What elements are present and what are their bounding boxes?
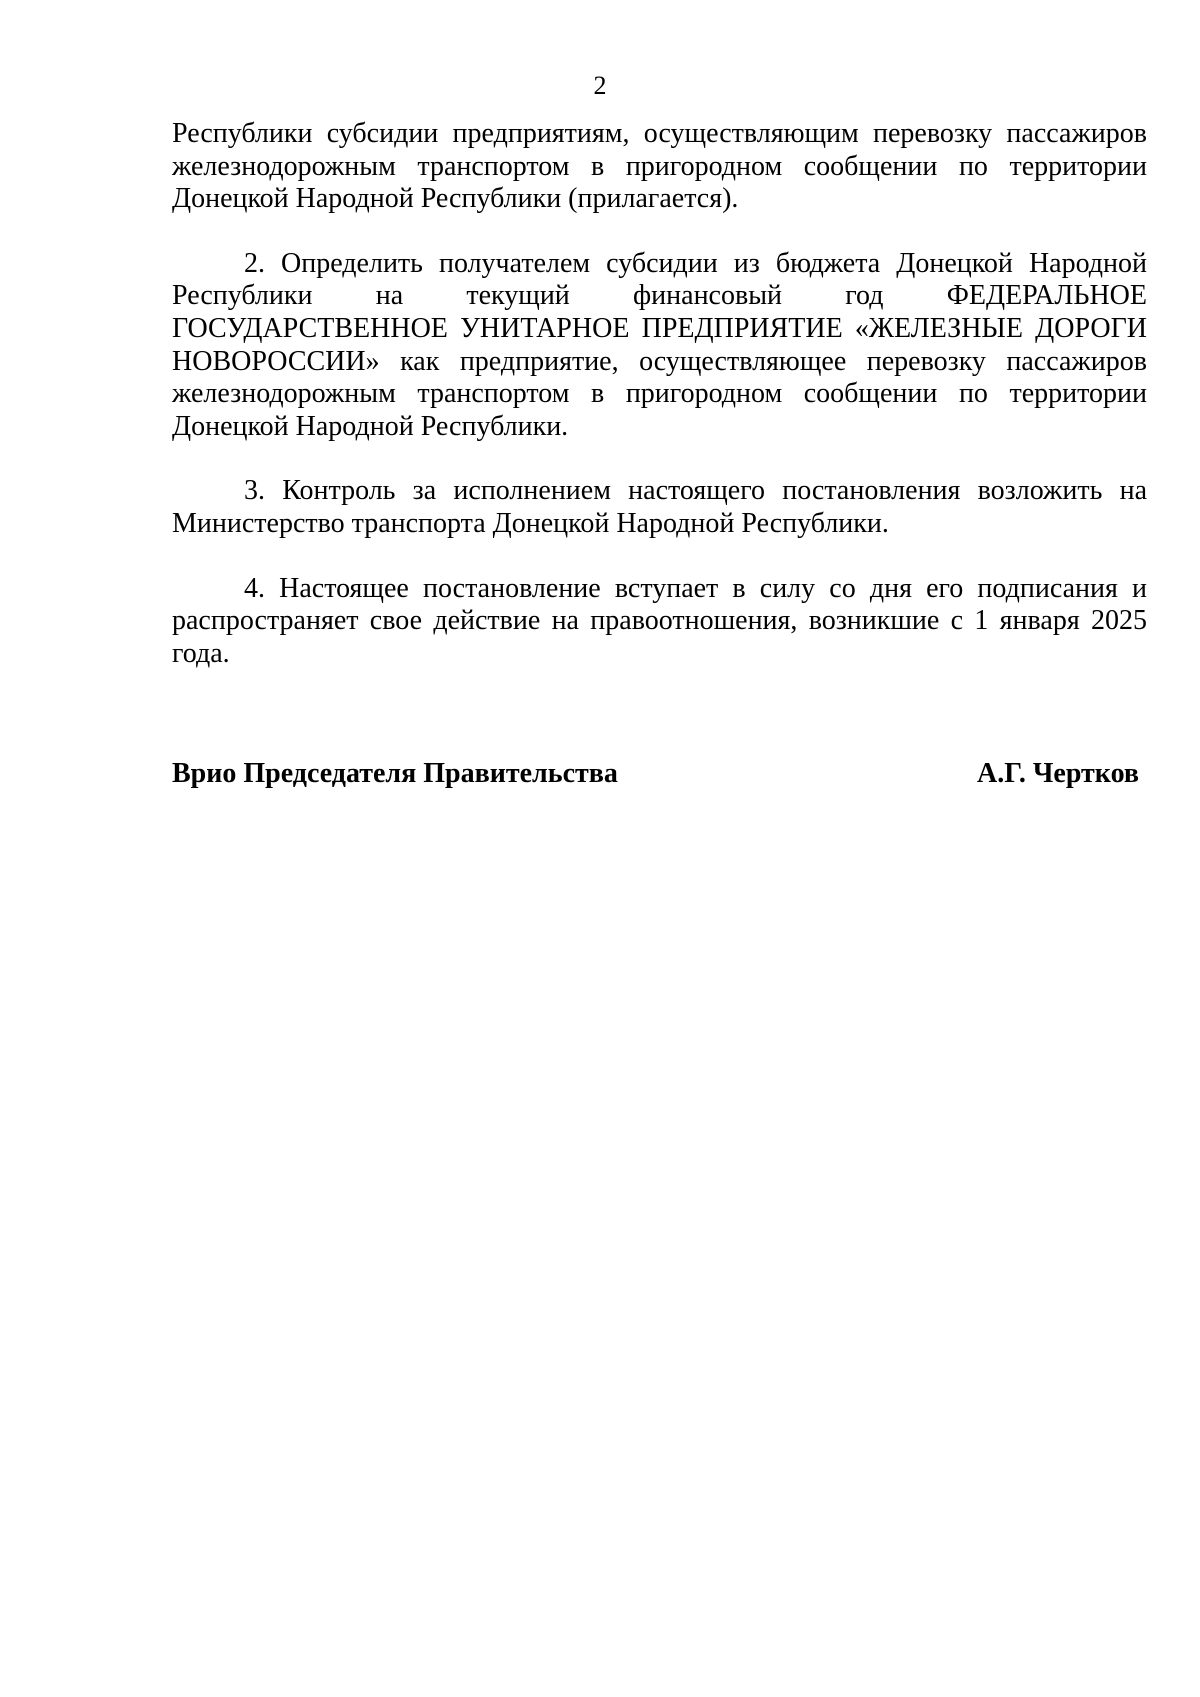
signatory-name: А.Г. Чертков	[977, 758, 1139, 789]
document-body	[172, 118, 1147, 670]
page-number: 2	[593, 71, 607, 100]
paragraph-continuation: Республики субсидии предприятиям, осуществляющим перевозку пассажиров железнодорожным транспортом в пригородном сообщении по территории Донецкой Народной Республики (прилагается).	[172, 118, 1147, 215]
signatory-position: Врио Председателя Правительства	[172, 758, 618, 789]
paragraph-item-2: 2. Определить получателем субсидии из бюджета Донецкой Народной Республики на текущий финансовый год ФЕДЕРАЛЬНОЕ ГОСУДАРСТВЕННОЕ УНИТАРНОЕ ПРЕДПРИЯТИЕ «ЖЕЛЕЗНЫЕ ДОРОГИ НОВОРОССИИ» как предприятие, осуществляющее перевозку пассажиров железнодорожным транспортом в пригородном сообщении по территории Донецкой Народной Республики.	[172, 247, 1147, 442]
paragraph-item-4: 4. Настоящее постановление вступает в силу со дня его подписания и распространяет свое действие на правоотношения, возникшие с 1 января 2025 года.	[172, 572, 1147, 669]
paragraph-item-3: 3. Контроль за исполнением настоящего постановления возложить на Министерство транспорта Донецкой Народной Республики.	[172, 475, 1147, 539]
